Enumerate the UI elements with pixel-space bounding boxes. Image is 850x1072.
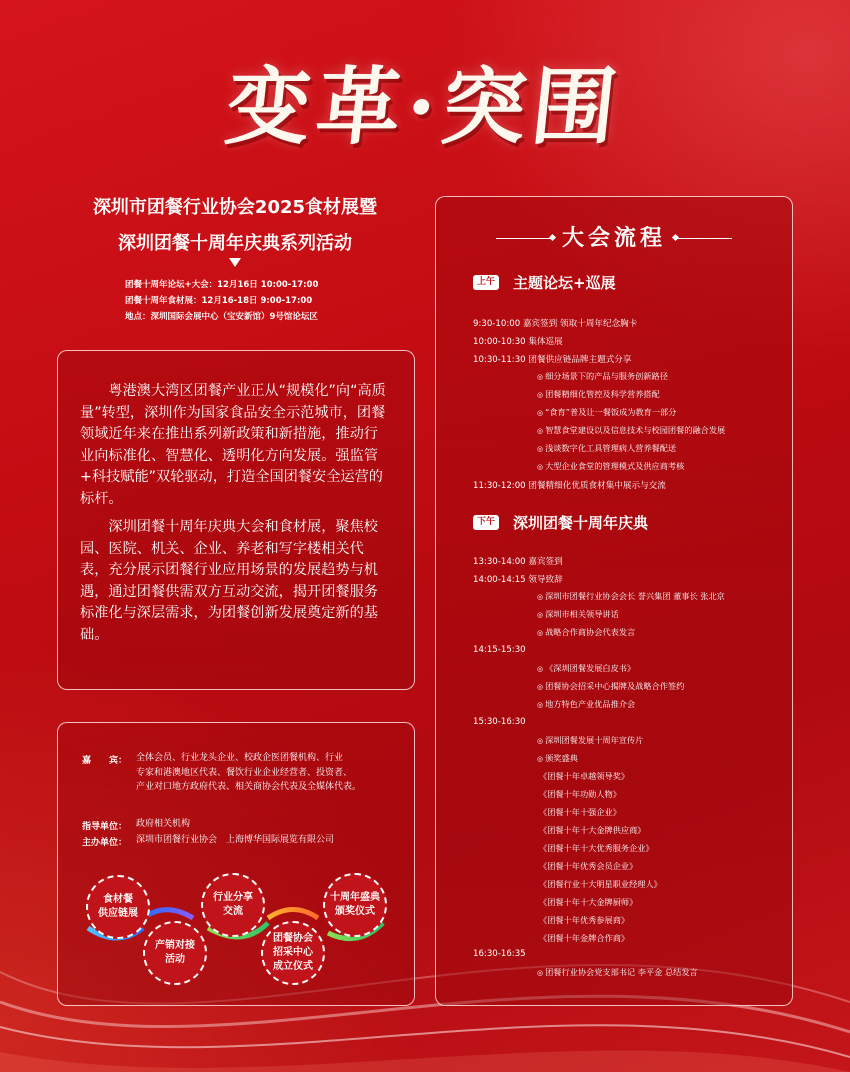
flow-node-matchmaking: 产销对接 活动 xyxy=(143,921,207,985)
award-6: 《团餐十年优秀会员企业》 xyxy=(539,861,638,871)
host-label: 主办单位： xyxy=(82,838,128,848)
pm-sub-2-2: ◎ 深圳市相关领导讲话 xyxy=(537,609,619,620)
flow-arrow-2 xyxy=(148,910,193,918)
pm-sub-2-3: ◎ 战略合作商协会代表发言 xyxy=(537,627,635,638)
pm-item-3: 14:15-15:30 xyxy=(473,645,526,655)
am-badge: 上午 xyxy=(473,275,499,290)
intro-panel xyxy=(57,350,415,690)
flow-node-award-ceremony: 十周年盛典 颁奖仪式 xyxy=(323,873,387,937)
intro-paragraph-1: 粤港澳大湾区团餐产业正从“规模化”向“高质量”转型，深圳作为国家食品安全示范城市，团餐领域近年来在推出系列新政策和新措施，推动行业向标准化、智慧化、透明化方向发展。强监管+科技赋能”双轮驱动，打造全国团餐安全运营的标杆。 xyxy=(80,383,386,507)
agenda-panel xyxy=(435,196,793,1006)
pm-item-2: 14:00-14:15 领导致辞 xyxy=(473,575,563,585)
pm-item-4: 15:30-16:30 xyxy=(473,717,526,727)
award-7: 《团餐行业十大明星职业经理人》 xyxy=(539,879,662,889)
intro-paragraph-2: 深圳团餐十周年庆典大会和食材展，聚焦校园、医院、机关、企业、养老和写字楼相关代表，充分展示团餐行业应用场景的发展趋势与机遇，通过团餐供需双方互动交流，揭开团餐服务标准化与深层需求，为团餐创新发展奠定新的基础。 xyxy=(80,519,378,643)
flow-node-procurement-center: 团餐协会 招采中心 成立仪式 xyxy=(261,921,325,985)
award-8: 《团餐十年十大金牌厨师》 xyxy=(539,897,638,907)
down-triangle-icon xyxy=(229,258,241,267)
host-value: 深圳市团餐行业协会 上海博华国际展览有限公司 xyxy=(136,835,335,845)
am-sub-5: ◎ 浅谈数字化工具管理病人营养餐配送 xyxy=(537,443,676,454)
am-section-title: 主题论坛+巡展 xyxy=(513,274,616,292)
pm-sub-5-1: ◎ 团餐行业协会党支部书记 李平金 总结发言 xyxy=(537,967,698,978)
guests-line-1: 全体会员、行业龙头企业、校政企医团餐机构、行业 xyxy=(136,753,344,763)
award-3: 《团餐十年十强企业》 xyxy=(539,807,621,817)
am-item-3: 10:30-11:30 团餐供应链品牌主题式分享 xyxy=(473,355,632,365)
guide-label: 指导单位： xyxy=(82,822,128,832)
pm-sub-3-2: ◎ 团餐协会招采中心揭牌及战略合作签约 xyxy=(537,681,684,692)
award-1: 《团餐十年卓越领导奖》 xyxy=(539,771,630,781)
pm-sub-2-1: ◎ 深圳市团餐行业协会会长 誉兴集团 董事长 张北京 xyxy=(537,591,725,602)
guests-panel xyxy=(57,722,415,1006)
title-divider-right xyxy=(676,238,732,239)
info-location: 地点：深圳国际会展中心（宝安新馆）9号馆论坛区 xyxy=(125,312,318,322)
award-9: 《团餐十年优秀参展商》 xyxy=(539,915,630,925)
am-sub-1: ◎ 细分场景下的产品与服务创新路径 xyxy=(537,371,668,382)
flow-arrows xyxy=(58,723,414,1005)
flow-node-sharing: 行业分享 交流 xyxy=(201,873,265,937)
am-item-1: 9:30-10:00 嘉宾签到 领取十周年纪念胸卡 xyxy=(473,319,638,329)
am-sub-4: ◎ 智慧食堂建设以及信息技术与校园团餐的融合发展 xyxy=(537,425,725,436)
info-expo-time: 团餐十周年食材展：12月16-18日 9:00-17:00 xyxy=(125,296,313,306)
page-title: 变革·突围 xyxy=(221,57,628,156)
pm-item-1: 13:30-14:00 嘉宾签到 xyxy=(473,557,563,567)
award-2: 《团餐十年功勋人物》 xyxy=(539,789,621,799)
award-10: 《团餐十年金牌合作商》 xyxy=(539,933,630,943)
info-forum-time: 团餐十周年论坛+大会：12月16日 10:00-17:00 xyxy=(125,280,319,290)
am-sub-6: ◎ 大型企业食堂的管理模式及供应商考核 xyxy=(537,461,684,472)
pm-sub-3-1: ◎ 《深圳团餐发展白皮书》 xyxy=(537,663,635,674)
award-5: 《团餐十年十大优秀服务企业》 xyxy=(539,843,654,853)
award-4: 《团餐十年十大金牌供应商》 xyxy=(539,825,646,835)
guests-line-2: 专家和港澳地区代表、餐饮行业企业经营者、投资者、 xyxy=(136,767,353,778)
am-sub-2: ◎ 团餐精细化管控及科学营养搭配 xyxy=(537,389,660,400)
guide-value: 政府相关机构 xyxy=(136,819,191,829)
am-item-2: 10:00-10:30 集体巡展 xyxy=(473,337,563,347)
am-item-4: 11:30-12:00 团餐精细化优质食材集中展示与交流 xyxy=(473,481,666,491)
pm-sub-4-1: ◎ 深圳团餐发展十周年宣传片 xyxy=(537,735,643,746)
flow-arrow-4 xyxy=(268,910,318,919)
guests-line-3: 产业对口地方政府代表、相关商协会代表及全媒体代表。 xyxy=(136,782,362,792)
guests-label: 嘉 宾： xyxy=(82,756,128,766)
event-heading-line1: 深圳市团餐行业协会2025食材展暨 xyxy=(92,197,378,218)
flow-node-supply-expo: 食材餐 供应链展 xyxy=(86,875,150,939)
agenda-title: 大会流程 xyxy=(561,226,666,251)
pm-badge: 下午 xyxy=(473,515,499,530)
pm-sub-3-3: ◎ 地方特色产业优品推介会 xyxy=(537,699,635,710)
pm-sub-4-2: ◎ 颁奖盛典 xyxy=(537,753,578,764)
am-sub-3: ◎ “食育”普及让一餐饭成为教育一部分 xyxy=(537,407,676,418)
pm-section-title: 深圳团餐十周年庆典 xyxy=(513,514,649,532)
pm-item-5: 16:30-16:35 xyxy=(473,949,526,959)
event-heading-line2: 深圳团餐十周年庆典系列活动 xyxy=(118,233,352,254)
